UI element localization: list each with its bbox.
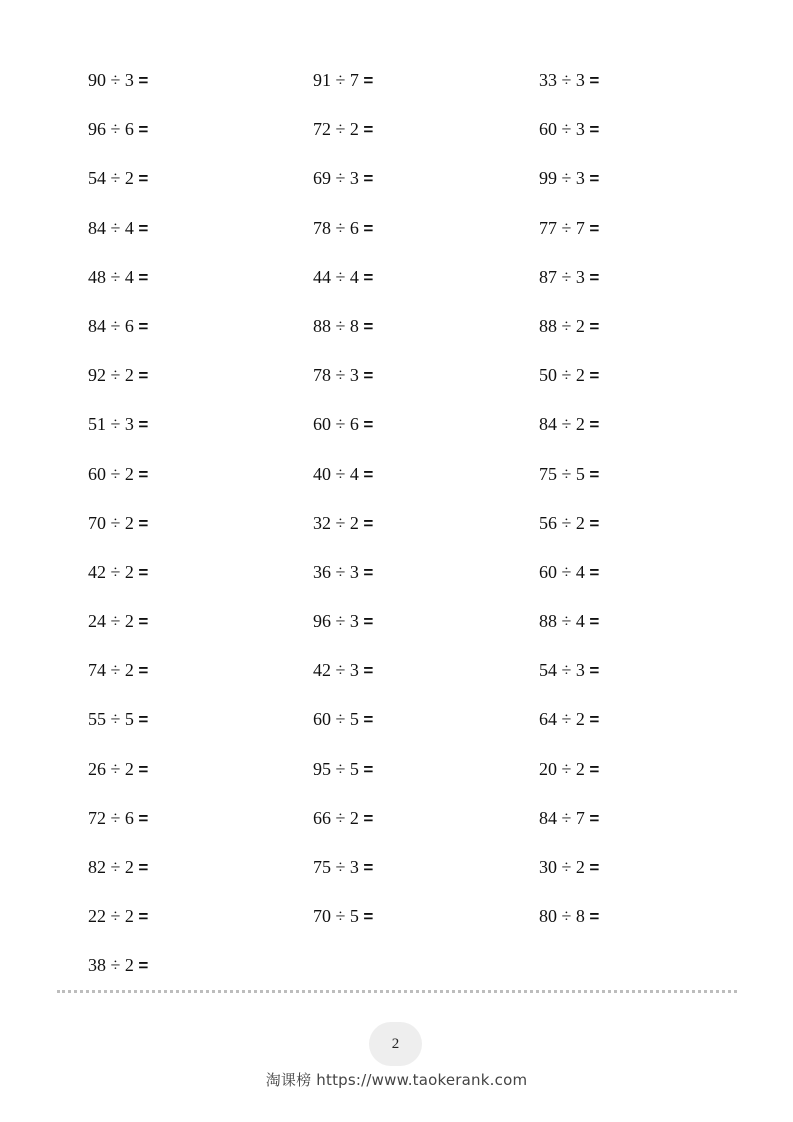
division-problem (539, 603, 599, 640)
equals-sign: = (138, 169, 149, 189)
problem-expression: 72 ÷ 2 (313, 119, 359, 140)
problem-expression: 87 ÷ 3 (539, 266, 585, 287)
equals-sign: = (363, 366, 374, 386)
equals-sign: = (363, 71, 374, 90)
equals-sign: = (589, 858, 600, 877)
division-problem (539, 456, 599, 493)
division-problem (313, 652, 373, 689)
equals-sign: = (363, 612, 374, 632)
equals-sign: = (589, 267, 600, 287)
division-problem (88, 898, 148, 935)
division-problem (313, 357, 373, 394)
division-problem (539, 652, 599, 689)
division-problem (313, 898, 373, 935)
problem-expression: 33 ÷ 3 (539, 70, 585, 90)
equals-sign: = (363, 513, 374, 533)
problem-expression: 72 ÷ 6 (88, 807, 134, 828)
problem-row (0, 652, 793, 701)
division-problem (88, 357, 148, 394)
equals-sign: = (363, 316, 374, 336)
footer-site-text: 淘课榜 https://www.taokerank.com (265, 1071, 528, 1089)
equals-sign: = (589, 366, 600, 386)
problem-expression: 88 ÷ 2 (539, 315, 585, 336)
equals-sign: = (363, 218, 374, 238)
problem-expression: 24 ÷ 2 (88, 611, 134, 632)
equals-sign: = (138, 464, 149, 484)
equals-sign: = (138, 415, 149, 435)
equals-sign: = (138, 513, 149, 533)
problem-expression: 38 ÷ 2 (88, 955, 134, 976)
division-problem (313, 701, 373, 738)
division-problem (539, 849, 599, 886)
problem-row (0, 505, 793, 554)
equals-sign: = (589, 169, 600, 189)
page-number-badge: 2 (369, 1022, 422, 1066)
equals-sign: = (589, 415, 600, 435)
problem-expression: 60 ÷ 2 (88, 463, 134, 484)
equals-sign: = (363, 710, 374, 730)
equals-sign: = (138, 120, 149, 140)
problem-row (0, 210, 793, 259)
problem-expression: 60 ÷ 5 (313, 709, 359, 730)
equals-sign: = (363, 464, 374, 484)
problem-expression: 84 ÷ 6 (88, 315, 134, 336)
problem-row (0, 701, 793, 750)
division-problem (313, 456, 373, 493)
equals-sign: = (589, 316, 600, 336)
equals-sign: = (138, 858, 149, 877)
equals-sign: = (363, 858, 374, 877)
equals-sign: = (138, 71, 149, 90)
problem-expression: 92 ÷ 2 (88, 365, 134, 386)
equals-sign: = (363, 267, 374, 287)
division-problem (539, 505, 599, 542)
problem-expression: 66 ÷ 2 (313, 807, 359, 828)
division-problem (88, 701, 148, 738)
equals-sign: = (138, 907, 149, 927)
problem-expression: 54 ÷ 3 (539, 660, 585, 681)
problem-expression: 42 ÷ 2 (88, 561, 134, 582)
problem-expression: 50 ÷ 2 (539, 365, 585, 386)
division-problem (539, 259, 599, 296)
division-problem (313, 259, 373, 296)
division-problem (88, 751, 148, 788)
equals-sign: = (589, 612, 600, 632)
problem-expression: 26 ÷ 2 (88, 758, 134, 779)
problem-expression: 84 ÷ 4 (88, 217, 134, 238)
division-problem (88, 603, 148, 640)
problem-expression: 70 ÷ 2 (88, 512, 134, 533)
problem-expression: 88 ÷ 4 (539, 611, 585, 632)
division-problem (313, 308, 373, 345)
problem-expression: 54 ÷ 2 (88, 168, 134, 189)
problem-expression: 75 ÷ 3 (313, 857, 359, 877)
problem-expression: 20 ÷ 2 (539, 758, 585, 779)
division-problem (313, 406, 373, 443)
division-problem (539, 554, 599, 591)
division-problem (539, 62, 599, 99)
problem-row (0, 554, 793, 603)
division-problem (539, 800, 599, 837)
problem-expression: 22 ÷ 2 (88, 906, 134, 927)
problem-expression: 42 ÷ 3 (313, 660, 359, 681)
problem-expression: 36 ÷ 3 (313, 561, 359, 582)
problem-expression: 69 ÷ 3 (313, 168, 359, 189)
division-problem (313, 751, 373, 788)
equals-sign: = (589, 808, 600, 828)
division-problem (313, 800, 373, 837)
division-problem (539, 357, 599, 394)
problem-expression: 44 ÷ 4 (313, 266, 359, 287)
division-problem (313, 210, 373, 247)
equals-sign: = (138, 316, 149, 336)
problem-expression: 80 ÷ 8 (539, 906, 585, 927)
problem-expression: 99 ÷ 3 (539, 168, 585, 189)
equals-sign: = (138, 710, 149, 730)
problem-expression: 96 ÷ 3 (313, 611, 359, 632)
problem-row (0, 849, 793, 898)
division-problem (88, 406, 148, 443)
equals-sign: = (589, 218, 600, 238)
problem-expression: 48 ÷ 4 (88, 266, 134, 287)
division-problem (88, 800, 148, 837)
problem-row (0, 160, 793, 209)
problem-expression: 82 ÷ 2 (88, 857, 134, 877)
division-problem (539, 751, 599, 788)
equals-sign: = (363, 907, 374, 927)
division-problem (88, 947, 148, 984)
division-problem (313, 849, 373, 886)
problem-expression: 78 ÷ 3 (313, 365, 359, 386)
equals-sign: = (589, 661, 600, 681)
division-problem (88, 308, 148, 345)
problem-expression: 75 ÷ 5 (539, 463, 585, 484)
division-problem (88, 62, 148, 99)
problem-row (0, 62, 793, 111)
problem-row (0, 898, 793, 947)
problem-row (0, 406, 793, 455)
equals-sign: = (138, 808, 149, 828)
problem-expression: 91 ÷ 7 (313, 70, 359, 90)
division-problem (539, 898, 599, 935)
problem-row (0, 456, 793, 505)
problem-expression: 55 ÷ 5 (88, 709, 134, 730)
equals-sign: = (589, 120, 600, 140)
problem-expression: 78 ÷ 6 (313, 217, 359, 238)
problem-row (0, 259, 793, 308)
equals-sign: = (363, 120, 374, 140)
equals-sign: = (589, 907, 600, 927)
equals-sign: = (589, 710, 600, 730)
equals-sign: = (363, 661, 374, 681)
division-problem (88, 554, 148, 591)
division-problem (88, 160, 148, 197)
division-problem (88, 652, 148, 689)
equals-sign: = (363, 169, 374, 189)
problem-expression: 84 ÷ 7 (539, 807, 585, 828)
problem-expression: 60 ÷ 4 (539, 561, 585, 582)
division-problem (539, 160, 599, 197)
problem-expression: 56 ÷ 2 (539, 512, 585, 533)
problem-row (0, 357, 793, 406)
problem-expression: 84 ÷ 2 (539, 414, 585, 435)
problem-row (0, 111, 793, 160)
equals-sign: = (138, 267, 149, 287)
division-problem (88, 111, 148, 148)
equals-sign: = (589, 562, 600, 582)
division-problem (88, 259, 148, 296)
dotted-divider (57, 990, 737, 993)
division-problem (539, 308, 599, 345)
problem-row (0, 603, 793, 652)
problem-row (0, 308, 793, 357)
equals-sign: = (138, 612, 149, 632)
equals-sign: = (138, 661, 149, 681)
division-problem (313, 554, 373, 591)
equals-sign: = (138, 956, 149, 976)
equals-sign: = (138, 218, 149, 238)
problem-row (0, 800, 793, 849)
problem-row (0, 751, 793, 800)
problem-expression: 74 ÷ 2 (88, 660, 134, 681)
division-problem (313, 62, 373, 99)
division-problem (539, 111, 599, 148)
equals-sign: = (363, 808, 374, 828)
problem-expression: 90 ÷ 3 (88, 70, 134, 90)
division-problem (88, 505, 148, 542)
equals-sign: = (363, 562, 374, 582)
division-problem (539, 701, 599, 738)
problem-expression: 32 ÷ 2 (313, 512, 359, 533)
division-problem (313, 160, 373, 197)
problem-expression: 77 ÷ 7 (539, 217, 585, 238)
equals-sign: = (363, 759, 374, 779)
equals-sign: = (589, 513, 600, 533)
problem-expression: 60 ÷ 6 (313, 414, 359, 435)
problem-expression: 40 ÷ 4 (313, 463, 359, 484)
division-problem (313, 111, 373, 148)
equals-sign: = (138, 562, 149, 582)
problem-expression: 88 ÷ 8 (313, 315, 359, 336)
problem-expression: 51 ÷ 3 (88, 414, 134, 435)
equals-sign: = (138, 366, 149, 386)
equals-sign: = (589, 759, 600, 779)
division-problem (539, 406, 599, 443)
equals-sign: = (589, 464, 600, 484)
equals-sign: = (589, 71, 600, 90)
problem-expression: 96 ÷ 6 (88, 119, 134, 140)
division-problem (88, 849, 148, 886)
division-problem (313, 603, 373, 640)
problem-expression: 64 ÷ 2 (539, 709, 585, 730)
equals-sign: = (138, 759, 149, 779)
problem-expression: 70 ÷ 5 (313, 906, 359, 927)
problem-expression: 30 ÷ 2 (539, 857, 585, 877)
problem-expression: 60 ÷ 3 (539, 119, 585, 140)
division-problem (539, 210, 599, 247)
equals-sign: = (363, 415, 374, 435)
problem-expression: 95 ÷ 5 (313, 758, 359, 779)
division-problem (88, 456, 148, 493)
problem-grid (0, 62, 793, 997)
division-problem (88, 210, 148, 247)
division-problem (313, 505, 373, 542)
